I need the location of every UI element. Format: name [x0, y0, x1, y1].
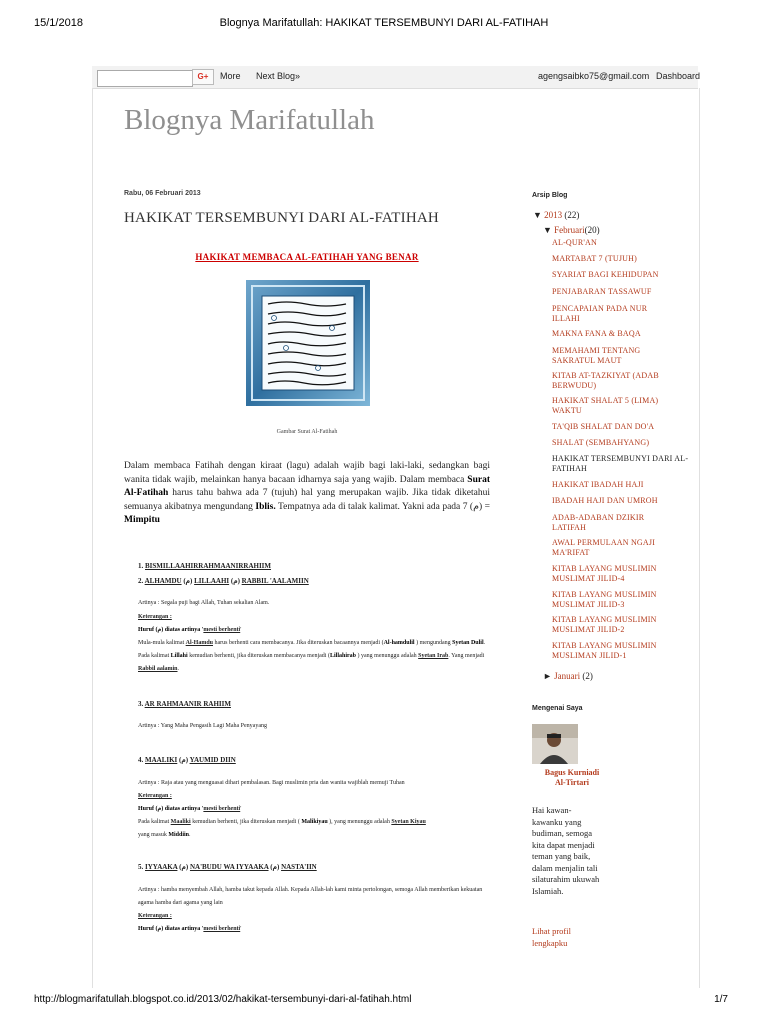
archive-post-link[interactable]: AL-QUR'AN: [552, 238, 598, 247]
more-link[interactable]: More: [220, 71, 241, 81]
archive-post-link[interactable]: ADAB-ADABAN DZIKIR LATIFAH: [552, 513, 645, 532]
dashboard-link[interactable]: Dashboard: [656, 71, 701, 81]
archive-post-link[interactable]: PENCAPAIAN PADA NUR ILLAHI: [552, 304, 648, 323]
archive-post-link[interactable]: MEMAHAMI TENTANG SAKRATUL MAUT: [552, 346, 641, 365]
section-3-heading: 3. AR RAHMAANIR RAHIIM: [138, 700, 231, 708]
print-url: http://blogmarifatullah.blogspot.co.id/2013/02/hakikat-tersembunyi-dari-al-fatihah.html: [34, 994, 412, 1005]
search-input[interactable]: [97, 70, 193, 87]
section-4-heading: 4. MAALIKI (م) YAUMID DIIN: [138, 756, 236, 764]
archive-post-link[interactable]: SHALAT (SEMBAHYANG): [552, 438, 650, 447]
archive-post-link[interactable]: KITAB LAYANG MUSLIMIN MUSLIMAT JILID-3: [552, 590, 657, 609]
print-page-number: 1/7: [714, 994, 728, 1005]
image-caption: Gambar Surat Al-Fatihah: [276, 429, 338, 435]
section-2-notes: Keterangan : Huruf (م) diatas artinya 'mesti berhenti' Mula-mula kalimat Al-Hamdu harus berhenti cara membacanya. Jika diteruskan bacaannya menjadi (Al-hamdulil ) mengundang Syetan Dulil. Pada kalimat Lillahi kemudian berhenti, jika diteruskan membacanya menjadi (Lillahirab ) yang menunggu adalah Syetan Irab. Yang menjadi Rabbil aalamin.: [138, 614, 486, 672]
section-4-notes: Artinya : Raja atau yang menguasai dihari pembalasan. Bagi muslimin pria dan wanita wajiblah memuji Tuhan Keterangan : Huruf (م) diatas artinya 'mesti berhenti' Pada kalimat Maaliki kemudian berhenti, jika diteruskan menjadi ( Malikiyau ), yang menunggu adalah Syetan Kiyau yang masuk Middiin.: [138, 780, 426, 838]
archive-post-link[interactable]: SYARIAT BAGI KEHIDUPAN: [552, 270, 659, 279]
blogger-navbar: [92, 66, 701, 89]
archive-post-link[interactable]: HAKIKAT SHALAT 5 (LIMA) WAKTU: [552, 396, 659, 415]
section-3-meaning: Artinya : Yang Maha Pengasih Lagi Maha Penyayang: [138, 723, 267, 729]
next-blog-link[interactable]: Next Blog»: [256, 71, 301, 81]
profile-avatar[interactable]: [532, 724, 578, 764]
archive-month-februari[interactable]: ▼ Februari(20): [543, 225, 600, 235]
section-2-meaning: Artinya : Segala puji bagi Allah, Tuhan sekalian Alam.: [138, 600, 270, 606]
post-title[interactable]: HAKIKAT TERSEMBUNYI DARI AL-FATIHAH: [124, 210, 439, 226]
post-date: Rabu, 06 Februari 2013: [124, 190, 201, 197]
section-5-notes: Artinya : hamba menyembah Allah, hamba takut kepada Allah. Kepada Allah-lah kami minta pertolongan, semoga Allah memberikan kekuatan agama hamba dari agama yang lain Keterangan : Huruf (م) diatas artinya 'mesti berhenti': [138, 887, 483, 932]
archive-post-link[interactable]: MARTABAT 7 (TUJUH): [552, 254, 637, 263]
surat-al-fatihah-image[interactable]: [246, 280, 370, 406]
expand-arrow-icon[interactable]: ►: [543, 671, 552, 681]
collapse-arrow-icon[interactable]: ▼: [533, 210, 542, 220]
archive-post-link[interactable]: HAKIKAT IBADAH HAJI: [552, 480, 644, 489]
archive-post-link[interactable]: PENJABARAN TASSAWUF: [552, 287, 652, 296]
archive-post-link[interactable]: KITAB AT-TAZKIYAT (ADAB BERWUDU): [552, 371, 659, 390]
profile-bio: Hai kawan-kawanku yang budiman, semoga kita dapat menjadi teman yang baik, dalam menjalin tali silaturahim ukuwah Islamiah.: [532, 805, 600, 896]
post-subtitle: HAKIKAT MEMBACA AL-FATIHAH YANG BENAR: [195, 252, 419, 262]
archive-month-januari[interactable]: ► Januari (2): [543, 671, 593, 681]
section-2-heading: 2. ALHAMDU (م) LILLAAHI (م) RABBIL 'AALAMIIN: [138, 577, 309, 585]
archive-post-link[interactable]: KITAB LAYANG MUSLIMIN MUSLIMAT JILID-4: [552, 564, 657, 583]
post-intro: Dalam membaca Fatihah dengan kiraat (lagu) adalah wajib bagi laki-laki, sedangkan bagi wanita tidak wajib, melainkan hanya bacaan idharnya saja yang wajib. Dalam membaca Surat Al-Fatihah harus tahu bahwa ada 7 (tujuh) hal yang merupakan wajib. Jika tidak diketahui semuanya akibatnya mengundang Iblis. Tempatnya ada di talak kalimat. Yakni ada pada 7 (م) = Mimpitu: [124, 461, 491, 525]
archive-year-2013[interactable]: ▼ 2013 (22): [533, 210, 580, 220]
archive-post-link[interactable]: AWAL PERMULAAN NGAJI MA'RIFAT: [552, 538, 656, 557]
section-5-heading: 5. IYYAAKA (م) NA'BUDU WA IYYAAKA (م) NASTA'IIN: [138, 863, 317, 871]
section-1-heading: 1. BISMILLAAHIRRAHMAANIRRAHIIM: [138, 562, 272, 570]
print-date: 15/1/2018: [34, 17, 83, 29]
archive-post-link[interactable]: TA'QIB SHALAT DAN DO'A: [552, 422, 655, 431]
archive-title: Arsip Blog: [532, 192, 568, 199]
print-page-title: Blognya Marifatullah: HAKIKAT TERSEMBUNYI DARI AL-FATIHAH: [219, 17, 549, 29]
archive-post-current[interactable]: HAKIKAT TERSEMBUNYI DARI AL-FATIHAH: [552, 454, 689, 473]
collapse-arrow-icon[interactable]: ▼: [543, 225, 552, 235]
profile-name[interactable]: Bagus Kurniadi Al-Tirtari: [544, 768, 600, 787]
view-profile-link[interactable]: Lihat profil lengkapku: [532, 926, 571, 948]
blog-title[interactable]: Blognya Marifatullah: [124, 104, 375, 136]
user-email: agengsaibko75@gmail.com: [538, 71, 650, 81]
search-button[interactable]: G+: [192, 69, 214, 85]
archive-post-link[interactable]: KITAB LAYANG MUSLIMIN MUSLIMAT JILID-2: [552, 615, 657, 634]
archive-post-link[interactable]: KITAB LAYANG MUSLIMIN MUSLIMAN JILID-1: [552, 641, 657, 660]
archive-post-link[interactable]: IBADAH HAJI DAN UMROH: [552, 496, 658, 505]
profile-title: Mengenai Saya: [532, 705, 583, 712]
archive-post-link[interactable]: MAKNA FANA & BAQA: [552, 329, 641, 338]
